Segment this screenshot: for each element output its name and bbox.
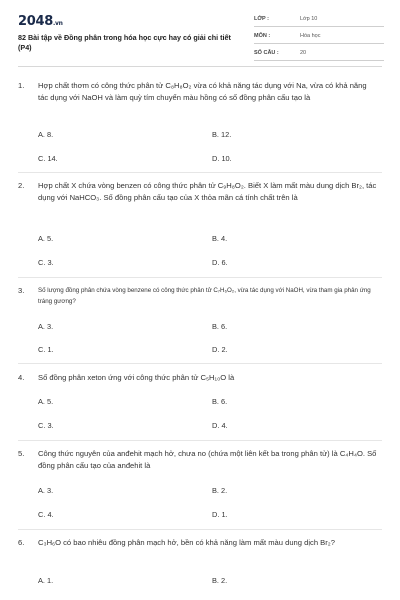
- logo-text: 2048: [18, 14, 53, 29]
- option-d[interactable]: D. 1.: [212, 510, 228, 519]
- meta-row-mon: [254, 31, 384, 44]
- option-b[interactable]: B. 6.: [212, 322, 228, 331]
- option-b[interactable]: B. 2.: [212, 576, 228, 585]
- option-a[interactable]: A. 3.: [38, 486, 54, 495]
- question-number: 1.: [18, 81, 25, 90]
- option-a[interactable]: A. 1.: [38, 576, 54, 585]
- question-number: 5.: [18, 449, 25, 458]
- question-text: Số đồng phân xeton ứng với công thức phân tử C₅H₁₀O là: [38, 373, 235, 382]
- option-c[interactable]: C. 14.: [38, 154, 58, 163]
- question-number: 6.: [18, 538, 25, 547]
- meta-label-lop: LỚP :: [254, 16, 269, 22]
- meta-row-lop: [254, 14, 384, 27]
- option-c[interactable]: C. 4.: [38, 510, 54, 519]
- meta-value-socau: 20: [300, 50, 307, 56]
- option-b[interactable]: B. 2.: [212, 486, 228, 495]
- meta-info: [254, 14, 384, 65]
- question-number: 4.: [18, 373, 25, 382]
- option-a[interactable]: A. 3.: [38, 322, 54, 331]
- option-c[interactable]: C. 3.: [38, 258, 54, 267]
- option-a[interactable]: A. 5.: [38, 234, 54, 243]
- meta-row-socau: [254, 48, 384, 61]
- option-d[interactable]: D. 6.: [212, 258, 228, 267]
- meta-value-mon: Hóa học: [300, 33, 321, 39]
- question-divider: [18, 529, 382, 530]
- meta-label-socau: SỐ CÂU :: [254, 50, 279, 56]
- option-d[interactable]: D. 4.: [212, 421, 228, 430]
- meta-value-lop: Lớp 10: [300, 16, 318, 22]
- question-number: 3.: [18, 286, 25, 295]
- option-c[interactable]: C. 3.: [38, 421, 54, 430]
- site-logo[interactable]: [18, 14, 63, 29]
- meta-label-mon: MÔN :: [254, 33, 271, 39]
- question-text: C₃H₆O có bao nhiêu đồng phân mạch hở, bền có khả năng làm mất màu dung dịch Br₂?: [38, 538, 335, 547]
- question-text: Công thức nguyên của anđehit mạch hở, chưa no (chứa một liên kết ba trong phân tử) là C₄H₄O. Số đồng phân cấu tạo của anđehit là: [38, 449, 377, 470]
- header-divider: [18, 66, 382, 67]
- question-divider: [18, 363, 382, 364]
- question-divider: [18, 440, 382, 441]
- logo-suffix: .vn: [52, 20, 63, 27]
- question-text: Hợp chất X chứa vòng benzen có công thức phân tử C₉H₈O₂. Biết X làm mất màu dung dịch Br₂, tác dụng với NaHCO₃. Số đồng phân cấu tạo của X thỏa mãn cá tính chất trên là: [38, 181, 377, 202]
- option-b[interactable]: B. 12.: [212, 130, 232, 139]
- option-a[interactable]: A. 8.: [38, 130, 54, 139]
- question-divider: [18, 172, 382, 173]
- option-d[interactable]: D. 2.: [212, 345, 228, 354]
- question-text: Số lượng đồng phân chứa vòng benzene có công thức phân tử C₇H₆O₂, vừa tác dụng với NaOH, vừa tham gia phản ứng tráng gương?: [38, 287, 371, 305]
- question-text: Hợp chất thơm có công thức phân tử C₈H₈O₂ vừa có khả năng tác dụng với Na, vừa có khả năng tác dụng với NaOH và làm quỳ tím chuyển màu hồng có số đồng phân cấu tạo là: [38, 81, 367, 102]
- option-b[interactable]: B. 6.: [212, 397, 228, 406]
- option-b[interactable]: B. 4.: [212, 234, 228, 243]
- option-d[interactable]: D. 10.: [212, 154, 232, 163]
- question-number: 2.: [18, 181, 25, 190]
- question-divider: [18, 277, 382, 278]
- page-header: [18, 12, 384, 64]
- option-c[interactable]: C. 1.: [38, 345, 54, 354]
- option-a[interactable]: A. 5.: [38, 397, 54, 406]
- page-title: 82 Bài tập về Đồng phân trong hóa học cực hay có giải chi tiết (P4): [18, 33, 231, 52]
